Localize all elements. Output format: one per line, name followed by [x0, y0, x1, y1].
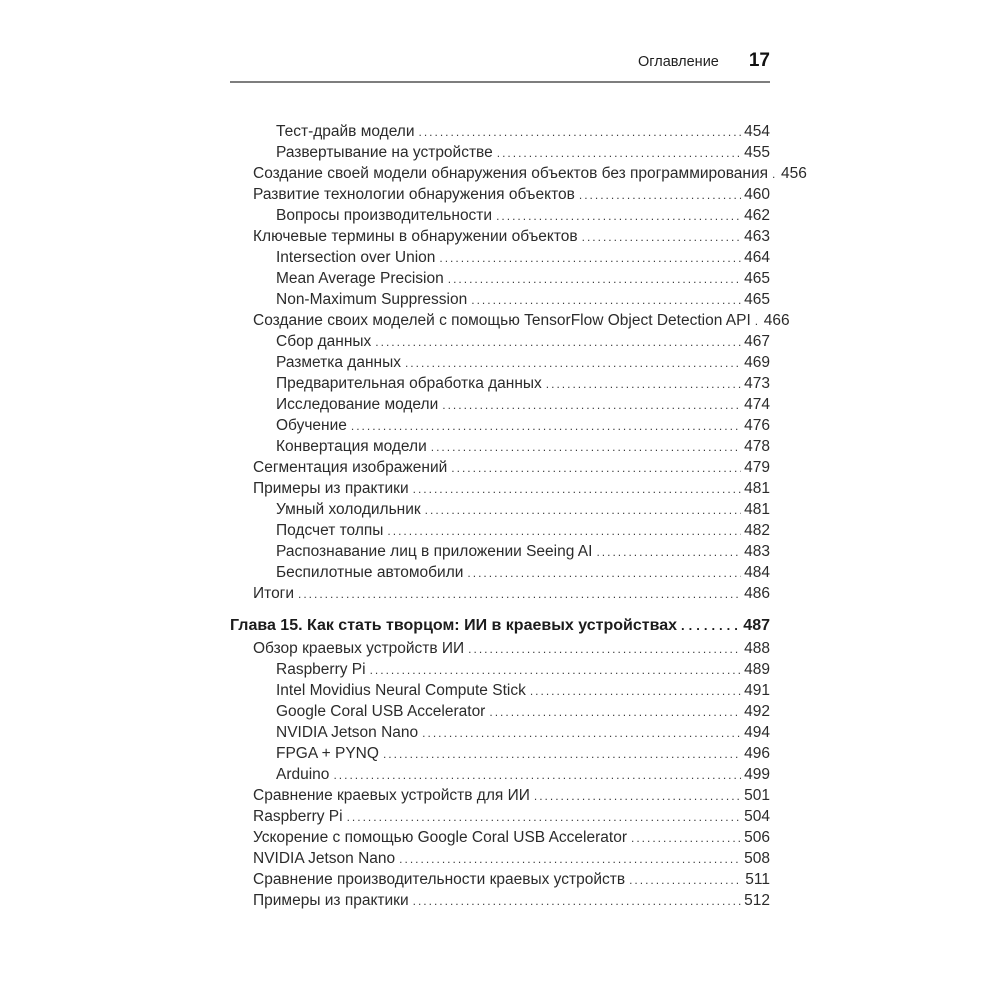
toc-entry-page: 482 [744, 522, 770, 539]
toc-entry-page: 473 [744, 375, 770, 392]
toc-entry-label: Сбор данных [276, 333, 372, 350]
toc-entry-page: 481 [744, 501, 770, 518]
toc-entry-label: Умный холодильник [276, 501, 421, 518]
toc-leader-dots [413, 895, 742, 908]
toc-list [230, 123, 807, 913]
toc-entry-label: Intel Movidius Neural Compute Stick [276, 682, 526, 699]
toc-entry-label: Предварительная обработка данных [276, 375, 542, 392]
toc-entry-page: 469 [744, 354, 770, 371]
toc-entry-page: 479 [744, 459, 770, 476]
toc-entry [230, 682, 770, 703]
toc-leader-dots [422, 727, 741, 740]
toc-entry [230, 291, 770, 312]
toc-entry [230, 787, 770, 808]
toc-leader-dots [489, 706, 741, 719]
toc-entry-page: 508 [744, 850, 770, 867]
toc-entry-page: 462 [744, 207, 770, 224]
toc-entry [230, 808, 770, 829]
toc-entry-page: 460 [744, 186, 770, 203]
toc-entry-page: 484 [744, 564, 770, 581]
toc-entry [230, 333, 770, 354]
page-header [230, 50, 770, 83]
toc-leader-dots [448, 273, 741, 286]
toc-entry-page: 512 [744, 892, 770, 909]
toc-leader-dots [468, 643, 741, 656]
toc-entry-label: Развертывание на устройстве [276, 144, 493, 161]
toc-entry [230, 228, 770, 249]
toc-entry-label: Итоги [253, 585, 294, 602]
toc-entry [230, 850, 770, 871]
toc-entry-label: Исследование модели [276, 396, 439, 413]
toc-entry [230, 766, 770, 787]
toc-entry-page: 501 [744, 787, 770, 804]
toc-entry [230, 123, 770, 144]
toc-entry [230, 871, 770, 892]
toc-entry-page: 464 [744, 249, 770, 266]
toc-leader-dots [629, 874, 742, 887]
toc-leader-dots [631, 832, 741, 845]
toc-entry-page: 465 [744, 291, 770, 308]
toc-entry [230, 354, 770, 375]
toc-entry-page: 504 [744, 808, 770, 825]
toc-leader-dots [579, 189, 741, 202]
toc-entry-page: 487 [743, 617, 770, 634]
toc-entry-page: 474 [744, 396, 770, 413]
toc-entry-label: Ускорение с помощью Google Coral USB Accelerator [253, 829, 627, 846]
toc-entry-label: Беспилотные автомобили [276, 564, 464, 581]
toc-entry-label: Примеры из практики [253, 892, 409, 909]
toc-entry [230, 480, 770, 501]
toc-entry [230, 186, 770, 207]
toc-entry [230, 892, 770, 913]
toc-entry [230, 724, 770, 745]
toc-entry-label: Примеры из практики [253, 480, 409, 497]
toc-leader-dots [383, 748, 741, 761]
toc-leader-dots [439, 252, 741, 265]
toc-entry-label: Создание своей модели обнаружения объектов без программирования [253, 165, 769, 182]
toc-entry-label: NVIDIA Jetson Nano [253, 850, 396, 867]
toc-entry [230, 144, 770, 165]
toc-entry-label: FPGA + PYNQ [276, 745, 379, 762]
toc-entry-label: Распознавание лиц в приложении Seeing AI [276, 543, 593, 560]
toc-entry [230, 522, 770, 543]
toc-entry-page: 465 [744, 270, 770, 287]
toc-entry-page: 466 [763, 312, 790, 329]
toc-leader-dots [596, 546, 741, 559]
toc-leader-dots [333, 769, 741, 782]
toc-entry [230, 661, 770, 682]
toc-entry-label: Arduino [276, 766, 330, 783]
toc-entry [230, 829, 770, 850]
toc-leader-dots [347, 811, 742, 824]
toc-entry-label: Конвертация модели [276, 438, 427, 455]
toc-leader-dots [496, 210, 741, 223]
toc-entry [230, 396, 770, 417]
toc-leader-dots [298, 588, 741, 601]
toc-leader-dots [351, 420, 741, 433]
toc-entry-label: Вопросы производительности [276, 207, 493, 224]
running-title: Оглавление [638, 54, 719, 70]
toc-entry [230, 564, 770, 585]
toc-entry-label: Ключевые термины в обнаружении объектов [253, 228, 578, 245]
content-column [230, 0, 807, 913]
toc-leader-dots [399, 853, 741, 866]
toc-chapter-entry [230, 617, 770, 638]
toc-leader-dots [772, 168, 778, 181]
toc-entry [230, 640, 770, 661]
toc-entry [230, 165, 807, 186]
page-number: 17 [748, 50, 770, 71]
toc-leader-dots [425, 504, 741, 517]
toc-entry-label: Сегментация изображений [253, 459, 448, 476]
toc-leader-dots [405, 357, 741, 370]
toc-entry-page: 476 [744, 417, 770, 434]
toc-leader-dots [451, 462, 741, 475]
toc-entry-page: 481 [744, 480, 770, 497]
toc-entry [230, 375, 770, 396]
toc-entry-label: Mean Average Precision [276, 270, 444, 287]
toc-entry-page: 489 [744, 661, 770, 678]
toc-entry [230, 249, 770, 270]
toc-entry-label: Обзор краевых устройств ИИ [253, 640, 465, 657]
toc-entry-page: 463 [744, 228, 770, 245]
toc-leader-dots [413, 483, 742, 496]
toc-entry-label: Подсчет толпы [276, 522, 384, 539]
toc-leader-dots [546, 378, 741, 391]
toc-entry-label: Обучение [276, 417, 347, 434]
toc-entry-label: Развитие технологии обнаружения объектов [253, 186, 575, 203]
toc-leader-dots [497, 147, 741, 160]
toc-entry-label: Глава 15. Как стать творцом: ИИ в краевых устройствах [230, 617, 677, 634]
toc-entry-page: 483 [744, 543, 770, 560]
toc-entry-page: 496 [744, 745, 770, 762]
toc-entry-label: Тест-драйв модели [276, 123, 415, 140]
toc-entry-page: 511 [745, 871, 770, 888]
toc-entry [230, 312, 790, 333]
toc-entry-page: 455 [744, 144, 770, 161]
toc-leader-dots [387, 525, 741, 538]
toc-entry-label: Non-Maximum Suppression [276, 291, 468, 308]
toc-entry [230, 703, 770, 724]
toc-entry-label: Сравнение производительности краевых устройств [253, 871, 626, 888]
toc-entry [230, 438, 770, 459]
toc-entry-page: 456 [781, 165, 807, 182]
toc-entry-label: Сравнение краевых устройств для ИИ [253, 787, 530, 804]
toc-entry-page: 492 [744, 703, 770, 720]
toc-entry-page: 506 [744, 829, 770, 846]
toc-entry [230, 501, 770, 522]
toc-leader-dots [755, 315, 761, 328]
toc-entry-label: Создание своих моделей с помощью TensorFlow Object Detection API [253, 312, 751, 329]
toc-entry-page: 454 [744, 123, 770, 140]
toc-entry-page: 488 [744, 640, 770, 657]
toc-entry-page: 467 [744, 333, 770, 350]
toc-entry [230, 543, 770, 564]
toc-leader-dots [370, 664, 742, 677]
toc-entry-label: Raspberry Pi [276, 661, 366, 678]
toc-leader-dots [471, 294, 741, 307]
toc-entry-label: Разметка данных [276, 354, 401, 371]
toc-entry-label: Google Coral USB Accelerator [276, 703, 486, 720]
toc-entry [230, 270, 770, 291]
toc-entry-label: Intersection over Union [276, 249, 436, 266]
toc-entry-page: 494 [744, 724, 770, 741]
toc-entry-label: Raspberry Pi [253, 808, 343, 825]
toc-entry [230, 207, 770, 228]
toc-leader-dots [681, 619, 740, 633]
toc-entry [230, 585, 770, 606]
toc-entry-page: 478 [744, 438, 770, 455]
toc-leader-dots [467, 567, 741, 580]
toc-entry-page: 486 [744, 585, 770, 602]
toc-entry-page: 491 [744, 682, 770, 699]
toc-entry-page: 499 [744, 766, 770, 783]
toc-entry [230, 745, 770, 766]
toc-leader-dots [530, 685, 741, 698]
toc-entry [230, 459, 770, 480]
toc-leader-dots [582, 231, 741, 244]
toc-leader-dots [442, 399, 741, 412]
toc-leader-dots [534, 790, 741, 803]
toc-entry [230, 417, 770, 438]
toc-leader-dots [419, 126, 742, 139]
toc-entry-label: NVIDIA Jetson Nano [276, 724, 419, 741]
toc-leader-dots [375, 336, 741, 349]
toc-leader-dots [431, 441, 741, 454]
